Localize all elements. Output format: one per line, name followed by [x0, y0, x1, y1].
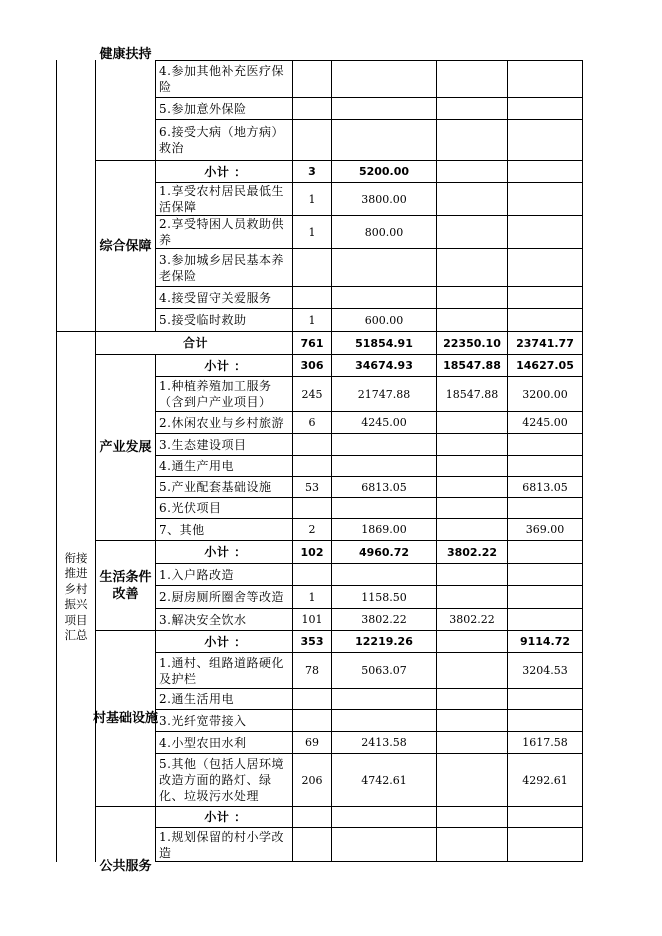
count-cell: 353: [300, 635, 324, 648]
row-label: 5.接受临时救助: [159, 313, 247, 327]
col-b-cell: 369.00: [525, 523, 565, 536]
subtotal-label: 小计 ：: [204, 545, 247, 559]
grid-line: [582, 60, 583, 862]
count-cell: 3: [308, 165, 316, 178]
count-cell: 101: [301, 613, 323, 626]
amount-cell: 4742.61: [361, 773, 407, 787]
count-cell: 306: [300, 359, 324, 372]
subtotal-label: 小计 ：: [204, 810, 247, 824]
row-label: 5.参加意外保险: [159, 101, 247, 116]
col-b-cell: 3200.00: [522, 387, 568, 401]
row-label: 2.厨房厕所圈舍等改造: [159, 590, 284, 604]
grid-line: [56, 60, 57, 862]
row-label: 5.其他（包括人居环境改造方面的路灯、绿化、垃圾污水处理: [159, 757, 284, 803]
category-industry: 产业发展: [99, 440, 152, 455]
col-b-cell: 14627.05: [516, 359, 574, 372]
count-cell: 53: [305, 480, 319, 494]
row-label: 3.生态建设项目: [159, 437, 247, 452]
grid-line: [155, 861, 583, 862]
col-b-cell: 6813.05: [522, 480, 568, 494]
count-cell: 1: [308, 313, 316, 327]
grid-line: [95, 806, 156, 807]
amount-cell: 12219.26: [355, 635, 413, 648]
row-label: 4.小型农田水利: [159, 735, 247, 750]
col-b-cell: 1617.58: [522, 736, 568, 749]
amount-cell: 34674.93: [355, 359, 413, 372]
category-village-infrastructure: 村基础设施: [92, 711, 158, 726]
amount-cell: 21747.88: [357, 387, 411, 401]
amount-cell: 5200.00: [358, 165, 410, 178]
row-label: 7、其他: [159, 522, 205, 537]
count-cell: 206: [301, 773, 323, 787]
count-cell: 1: [308, 192, 316, 206]
col-a-cell: 18547.88: [443, 359, 501, 372]
count-cell: 1: [308, 590, 316, 604]
row-label: 2.通生活用电: [159, 692, 234, 706]
col-a-cell: 3802.22: [446, 545, 498, 559]
row-label: 3.解决安全饮水: [159, 612, 247, 627]
count-cell: 78: [305, 664, 319, 677]
row-label: 1.规划保留的村小学改造: [159, 829, 284, 860]
row-label: 3.光纤宽带接入: [159, 713, 247, 728]
count-cell: 761: [300, 336, 324, 350]
count-cell: 1: [308, 225, 316, 239]
amount-cell: 5063.07: [361, 664, 407, 677]
grid-line: [436, 60, 437, 862]
count-cell: 102: [300, 545, 324, 559]
category-comprehensive-security: 综合保障: [99, 238, 152, 254]
row-label: 4.参加其他补充医疗保险: [159, 64, 284, 94]
col-a-cell: 18547.88: [445, 387, 499, 401]
col-b-cell: 4245.00: [522, 416, 568, 429]
count-cell: 6: [308, 416, 316, 429]
row-label: 2.休闲农业与乡村旅游: [159, 415, 284, 430]
amount-cell: 3800.00: [361, 192, 407, 206]
row-label: 3.参加城乡居民基本养老保险: [159, 252, 284, 283]
subtotal-label: 小计 ：: [204, 164, 247, 179]
row-label: 1.种植养殖加工服务（含到户产业项目）: [159, 379, 272, 409]
col-a-cell: 3802.22: [449, 613, 495, 626]
amount-cell: 600.00: [364, 313, 404, 327]
col-b-cell: 4292.61: [522, 773, 568, 787]
col-a-cell: 22350.10: [443, 336, 501, 350]
row-label: 4.通生产用电: [159, 459, 234, 473]
subtotal-label: 小计 ：: [204, 358, 247, 373]
amount-cell: 6813.05: [361, 480, 407, 494]
row-label: 1.通村、组路道路硬化及护栏: [159, 655, 284, 686]
col-b-cell: 23741.77: [516, 336, 574, 350]
amount-cell: 3802.22: [361, 613, 407, 626]
row-label: 6.接受大病（地方病）救治: [159, 125, 284, 155]
row-label: 4.接受留守关爱服务: [159, 290, 272, 305]
total-label: 合计: [182, 336, 208, 350]
category-living-conditions: 生活条件改善: [99, 569, 152, 602]
root-category: 衔接推进乡村振兴项目汇总: [64, 550, 88, 642]
count-cell: 69: [305, 736, 319, 749]
category-health: 健康扶持: [99, 47, 152, 62]
category-public-services: 公共服务: [99, 859, 152, 874]
amount-cell: 1869.00: [361, 523, 407, 536]
col-b-cell: 3204.53: [522, 664, 568, 677]
row-label: 1.享受农村居民最低生活保障: [159, 184, 284, 214]
amount-cell: 4245.00: [361, 416, 407, 429]
row-label: 5.产业配套基础设施: [159, 480, 272, 494]
row-label: 2.享受特困人员救助供养: [159, 217, 284, 247]
amount-cell: 2413.58: [361, 736, 407, 749]
col-b-cell: 9114.72: [519, 635, 571, 648]
count-cell: 245: [301, 387, 323, 401]
amount-cell: 51854.91: [355, 336, 413, 350]
subtotal-label: 小计 ：: [204, 634, 247, 649]
row-label: 1.入户路改造: [159, 567, 234, 582]
row-label: 6.光伏项目: [159, 501, 222, 515]
amount-cell: 1158.50: [361, 590, 407, 604]
amount-cell: 800.00: [364, 225, 404, 239]
count-cell: 2: [308, 523, 316, 536]
amount-cell: 4960.72: [358, 545, 410, 559]
